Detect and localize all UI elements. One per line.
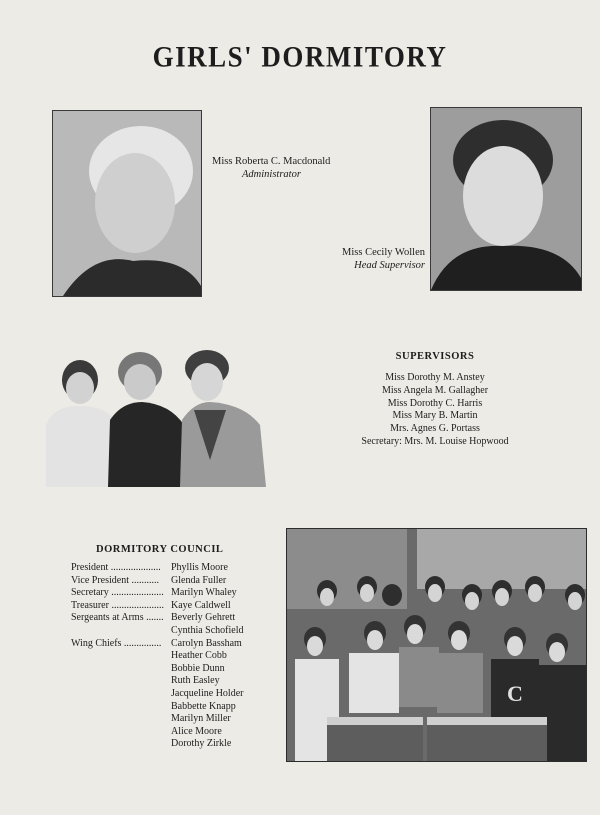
council-member: Bobbie Dunn xyxy=(171,662,225,674)
supervisor-name: Miss Dorothy C. Harris xyxy=(387,397,483,409)
council-member: Alice Moore xyxy=(171,725,222,737)
supervisors-image xyxy=(44,350,267,487)
council-row xyxy=(71,650,281,663)
council-group-photo xyxy=(286,528,587,762)
council-row xyxy=(71,726,281,739)
council-member: Heather Cobb xyxy=(171,650,227,662)
council-image xyxy=(287,529,586,761)
council-row xyxy=(71,625,281,638)
administrator-caption xyxy=(212,155,352,181)
supervisors-photo xyxy=(44,350,267,487)
council-row xyxy=(71,587,281,600)
council-member: Beverly Gehrett xyxy=(171,612,236,624)
council-row xyxy=(71,713,281,726)
council-row xyxy=(71,675,281,688)
portrait-image xyxy=(431,108,581,290)
council-row xyxy=(71,701,281,714)
supervisor-name: Miss Angela M. Gallagher xyxy=(381,384,489,396)
council-row xyxy=(71,663,281,676)
supervisor-name: Miss Mary B. Martin xyxy=(392,410,478,422)
council-member: Dorothy Zirkle xyxy=(171,738,232,750)
council-office: Vice President ........... xyxy=(71,574,159,586)
supervisors-secretary: Secretary: Mrs. M. Louise Hopwood xyxy=(361,435,509,447)
council-member: Marilyn Miller xyxy=(171,713,231,725)
council-member: Carolyn Bassham xyxy=(171,637,242,649)
council-office: Treasurer ..................... xyxy=(71,599,164,611)
council-office: Sergeants at Arms ....... xyxy=(71,612,164,624)
council-list xyxy=(71,562,281,751)
council-row xyxy=(71,562,281,575)
svg-text:C: C xyxy=(507,681,523,706)
head-supervisor-name: Miss Cecily Wollen xyxy=(342,247,425,258)
council-office xyxy=(71,726,171,739)
council-office xyxy=(71,650,171,663)
council-heading: DORMITORY COUNCIL xyxy=(96,544,224,555)
administrator-role: Administrator xyxy=(242,169,301,180)
head-supervisor-role: Head Supervisor xyxy=(354,260,425,271)
council-office xyxy=(71,688,171,701)
administrator-name: Miss Roberta C. Macdonald xyxy=(212,156,331,167)
supervisors-list xyxy=(335,372,535,449)
council-row xyxy=(71,600,281,613)
council-office xyxy=(71,738,171,751)
head-supervisor-caption xyxy=(300,246,425,272)
council-office xyxy=(71,675,171,688)
council-row xyxy=(71,738,281,751)
head-supervisor-photo xyxy=(430,107,582,291)
council-office xyxy=(71,625,171,638)
council-member: Jacqueline Holder xyxy=(171,687,244,699)
council-member: Ruth Easley xyxy=(171,675,220,687)
council-member: Babbette Knapp xyxy=(171,700,236,712)
council-member: Kaye Caldwell xyxy=(171,599,231,611)
council-office xyxy=(71,713,171,726)
portrait-image xyxy=(53,111,201,296)
council-row xyxy=(71,638,281,651)
council-row xyxy=(71,612,281,625)
supervisor-name: Miss Dorothy M. Anstey xyxy=(385,372,485,383)
council-member: Cynthia Schofield xyxy=(171,624,244,636)
supervisor-name: Mrs. Agnes G. Portass xyxy=(390,423,480,435)
supervisors-heading: SUPERVISORS xyxy=(395,351,475,362)
council-office: Secretary ..................... xyxy=(71,587,164,599)
page-title: GIRLS' DORMITORY xyxy=(152,40,448,74)
council-office xyxy=(71,701,171,714)
council-member: Glenda Fuller xyxy=(171,574,227,586)
administrator-photo xyxy=(52,110,202,297)
council-row xyxy=(71,575,281,588)
council-office xyxy=(71,663,171,676)
council-member: Phyllis Moore xyxy=(171,562,228,573)
council-office: Wing Chiefs ............... xyxy=(71,637,162,649)
council-office: President .................... xyxy=(71,562,161,573)
council-member: Marilyn Whaley xyxy=(171,587,237,599)
council-row xyxy=(71,688,281,701)
